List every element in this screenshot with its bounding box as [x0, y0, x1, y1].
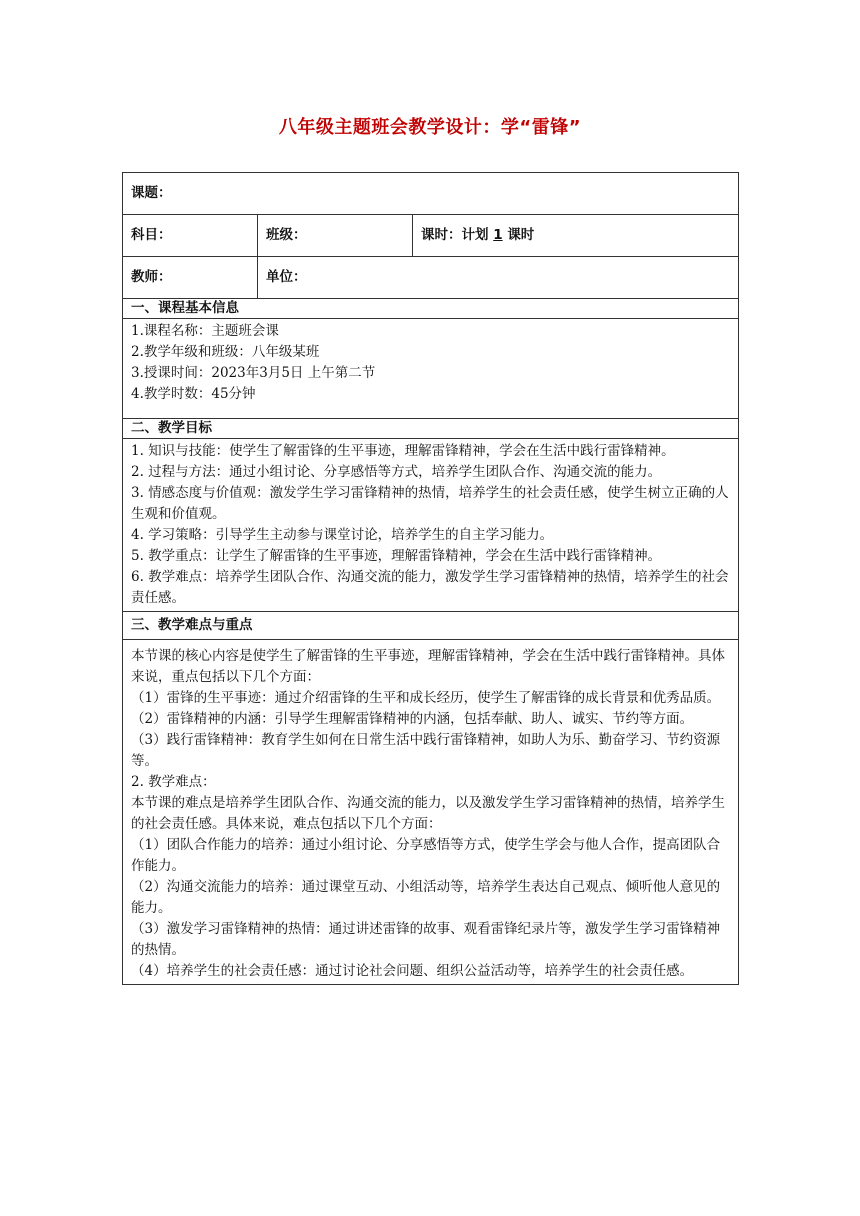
basic-info-body — [123, 319, 739, 419]
objective-line: 5. 教学重点：让学生了解雷锋的生平事迹，理解雷锋精神，学会在生活中践行雷锋精神。 — [131, 548, 662, 564]
period-count: 1 — [493, 227, 503, 243]
section-heading-row — [123, 419, 739, 439]
section-heading-row — [123, 299, 739, 319]
section-body-row — [123, 640, 739, 985]
teacher-row — [123, 257, 739, 299]
objective-line: 1. 知识与技能：使学生了解雷锋的生平事迹，理解雷锋精神，学会在生活中践行雷锋精神。 — [131, 443, 675, 459]
key-point-line: （3）践行雷锋精神：教育学生如何在日常生活中践行雷锋精神，如助人为乐、勤奋学习、节约资源等。 — [131, 732, 721, 769]
class-label: 班级： — [258, 215, 413, 257]
subject-label: 科目： — [123, 215, 258, 257]
objective-line: 2. 过程与方法：通过小组讨论、分享感悟等方式，培养学生团队合作、沟通交流的能力。 — [131, 464, 662, 480]
basic-info-line: 2.教学年级和班级：八年级某班 — [131, 344, 320, 360]
key-point-line: 本节课的难点是培养学生团队合作、沟通交流的能力，以及激发学生学习雷锋精神的热情，培养学生的社会责任感。具体来说，难点包括以下几个方面： — [131, 795, 725, 832]
key-points-body — [123, 640, 739, 985]
key-point-line: （2）雷锋精神的内涵：引导学生理解雷锋精神的内涵，包括奉献、助人、诚实、节约等方面。 — [131, 711, 694, 727]
lesson-plan-table — [122, 172, 739, 985]
key-point-line: （3）激发学习雷锋精神的热情：通过讲述雷锋的故事、观看雷锋纪录片等，激发学生学习雷锋精神的热情。 — [131, 921, 721, 958]
subject-row — [123, 215, 739, 257]
section-heading-objectives: 二、教学目标 — [123, 419, 739, 439]
document-title: 八年级主题班会教学设计：学“雷锋” — [278, 117, 582, 138]
section-body-row — [123, 319, 739, 419]
objective-line: 4. 学习策略：引导学生主动参与课堂讨论，培养学生的自主学习能力。 — [131, 527, 554, 543]
objective-line: 3. 情感态度与价值观：激发学生学习雷锋精神的热情，培养学生的社会责任感，使学生树立正确的人生观和价值观。 — [131, 485, 729, 522]
key-point-line: 本节课的核心内容是使学生了解雷锋的生平事迹，理解雷锋精神，学会在生活中践行雷锋精神。具体来说，重点包括以下几个方面： — [131, 648, 725, 685]
key-point-line: （4）培养学生的社会责任感：通过讨论社会问题、组织公益活动等，培养学生的社会责任感。 — [131, 963, 694, 979]
topic-row — [123, 173, 739, 215]
period-label — [413, 215, 739, 257]
topic-label: 课题： — [123, 173, 739, 215]
period-label-post: 课时 — [507, 227, 535, 243]
key-point-line: 2. 教学难点： — [131, 774, 216, 790]
teacher-label: 教师： — [123, 257, 258, 299]
unit-label: 单位： — [258, 257, 739, 299]
section-heading-basic-info: 一、课程基本信息 — [123, 299, 739, 319]
objectives-body — [123, 439, 739, 612]
section-heading-key-points: 三、教学难点与重点 — [123, 612, 739, 640]
basic-info-line: 4.教学时数：45分钟 — [131, 386, 256, 402]
key-point-line: （1）团队合作能力的培养：通过小组讨论、分享感悟等方式，使学生学会与他人合作，提高团队合作能力。 — [131, 837, 721, 874]
objective-line: 6. 教学难点：培养学生团队合作、沟通交流的能力，激发学生学习雷锋精神的热情，培养学生的社会责任感。 — [131, 569, 729, 606]
basic-info-line: 1.课程名称：主题班会课 — [131, 323, 279, 339]
key-point-line: （1）雷锋的生平事迹：通过介绍雷锋的生平和成长经历，使学生了解雷锋的成长背景和优秀品质。 — [131, 690, 721, 706]
period-label-pre: 课时：计划 — [421, 227, 489, 243]
basic-info-line: 3.授课时间：2023年3月5日 上午第二节 — [131, 365, 376, 381]
section-heading-row — [123, 612, 739, 640]
section-body-row — [123, 439, 739, 612]
key-point-line: （2）沟通交流能力的培养：通过课堂互动、小组活动等，培养学生表达自己观点、倾听他人意见的能力。 — [131, 879, 721, 916]
